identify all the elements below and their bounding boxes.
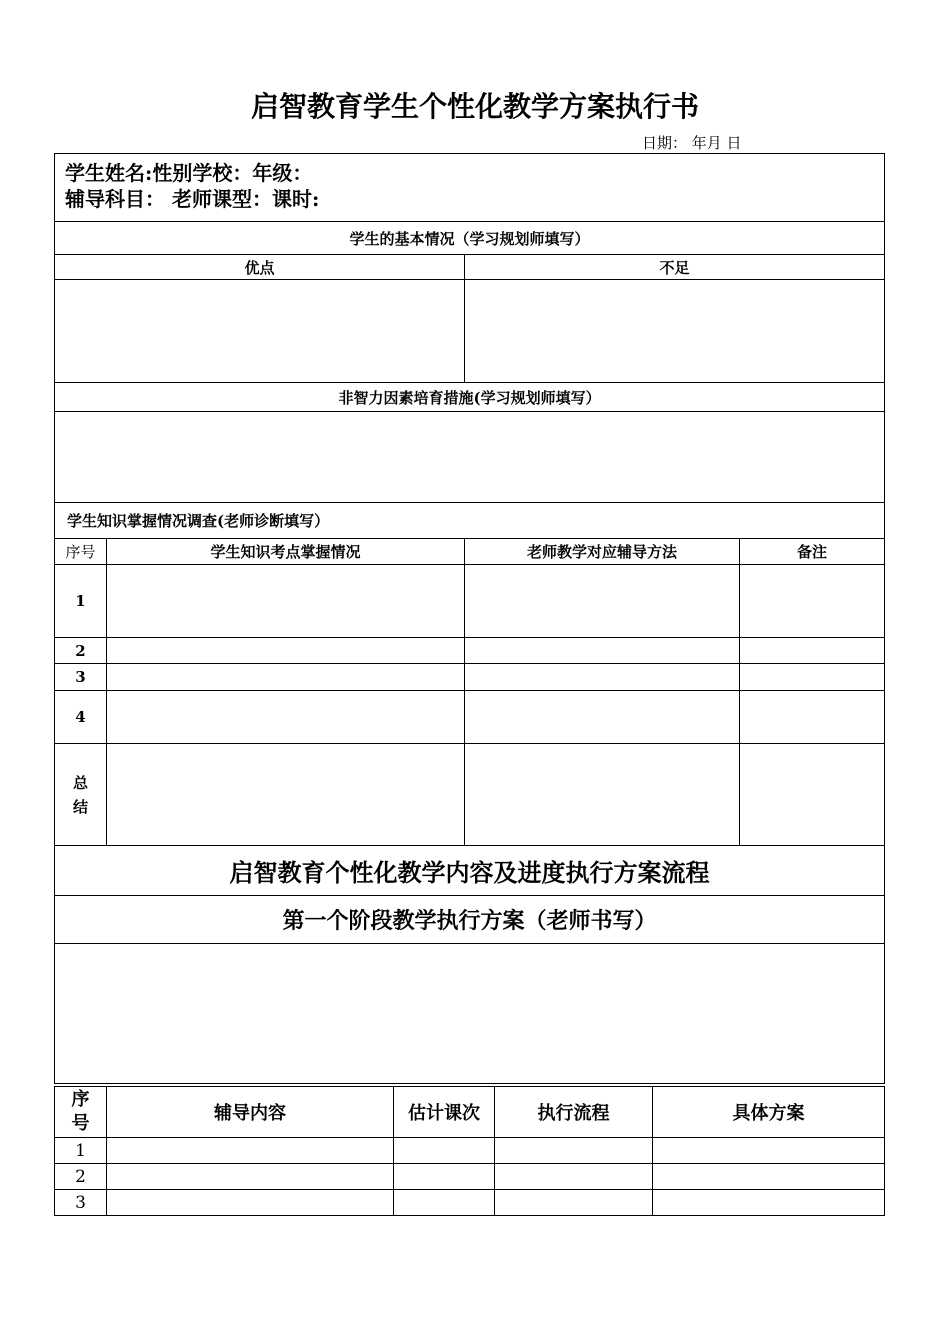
student-info-line2: 辅导科目： 老师课型：课时: xyxy=(65,187,320,211)
strengths-header: 优点 xyxy=(55,255,465,280)
student-info-line1: 学生姓名:性别学校：年级： xyxy=(65,161,313,185)
knowledge-cell[interactable] xyxy=(465,691,740,744)
plan-row-number: 2 xyxy=(55,1164,107,1190)
stage-plan-cell[interactable] xyxy=(55,944,885,1084)
stage-title: 第一个阶段教学执行方案（老师书写） xyxy=(55,896,885,944)
plan-header-seq-char1: 序 xyxy=(71,1089,90,1110)
knowledge-cell[interactable] xyxy=(107,638,465,664)
knowledge-header-method: 老师教学对应辅导方法 xyxy=(465,539,740,565)
plan-cell[interactable] xyxy=(495,1164,653,1190)
knowledge-cell[interactable] xyxy=(740,565,885,638)
summary-label xyxy=(55,744,107,846)
plan-cell[interactable] xyxy=(107,1164,394,1190)
knowledge-survey-title: 学生知识掌握情况调查(老师诊断填写） xyxy=(55,503,885,539)
weaknesses-header: 不足 xyxy=(465,255,885,280)
weaknesses-cell[interactable] xyxy=(465,280,885,383)
student-info-cell[interactable] xyxy=(55,154,885,222)
date-line: 日期： 年月 日 xyxy=(642,134,742,152)
plan-header-content: 辅导内容 xyxy=(107,1087,394,1138)
knowledge-cell[interactable] xyxy=(465,565,740,638)
plan-cell[interactable] xyxy=(394,1190,495,1216)
non-intellectual-title: 非智力因素培育措施(学习规划师填写） xyxy=(55,383,885,412)
basic-situation-title: 学生的基本情况（学习规划师填写） xyxy=(55,222,885,255)
plan-header-process: 执行流程 xyxy=(495,1087,653,1138)
plan-cell[interactable] xyxy=(107,1190,394,1216)
knowledge-header-mastery: 学生知识考点掌握情况 xyxy=(107,539,465,565)
knowledge-cell[interactable] xyxy=(740,638,885,664)
knowledge-cell[interactable] xyxy=(465,664,740,691)
summary-cell[interactable] xyxy=(740,744,885,846)
summary-label-char2: 结 xyxy=(72,797,88,816)
knowledge-header-seq: 序号 xyxy=(55,539,107,565)
summary-label-char1: 总 xyxy=(72,773,88,792)
plan-cell[interactable] xyxy=(394,1138,495,1164)
plan-cell[interactable] xyxy=(495,1138,653,1164)
knowledge-cell[interactable] xyxy=(465,638,740,664)
knowledge-header-remarks: 备注 xyxy=(740,539,885,565)
non-intellectual-cell[interactable] xyxy=(55,412,885,503)
knowledge-cell[interactable] xyxy=(740,691,885,744)
plan-header-detail: 具体方案 xyxy=(653,1087,885,1138)
knowledge-cell[interactable] xyxy=(740,664,885,691)
strengths-cell[interactable] xyxy=(55,280,465,383)
summary-cell[interactable] xyxy=(107,744,465,846)
summary-cell[interactable] xyxy=(465,744,740,846)
plan-cell[interactable] xyxy=(653,1138,885,1164)
knowledge-row-number: 3 xyxy=(55,664,107,691)
plan-row-number: 3 xyxy=(55,1190,107,1216)
plan-cell[interactable] xyxy=(653,1164,885,1190)
plan-cell[interactable] xyxy=(653,1190,885,1216)
plan-row-number: 1 xyxy=(55,1138,107,1164)
main-form-table xyxy=(54,153,885,1084)
plan-header-seq xyxy=(55,1087,107,1138)
plan-header-seq-char2: 号 xyxy=(71,1113,90,1134)
knowledge-row-number: 2 xyxy=(55,638,107,664)
knowledge-cell[interactable] xyxy=(107,691,465,744)
plan-header-sessions: 估计课次 xyxy=(394,1087,495,1138)
plan-cell[interactable] xyxy=(495,1190,653,1216)
plan-cell[interactable] xyxy=(394,1164,495,1190)
flow-title: 启智教育个性化教学内容及进度执行方案流程 xyxy=(55,846,885,896)
knowledge-cell[interactable] xyxy=(107,565,465,638)
knowledge-row-number: 1 xyxy=(55,565,107,638)
plan-table xyxy=(54,1086,885,1216)
page-title: 启智教育学生个性化教学方案执行书 xyxy=(250,90,699,123)
knowledge-row-number: 4 xyxy=(55,691,107,744)
knowledge-cell[interactable] xyxy=(107,664,465,691)
plan-cell[interactable] xyxy=(107,1138,394,1164)
